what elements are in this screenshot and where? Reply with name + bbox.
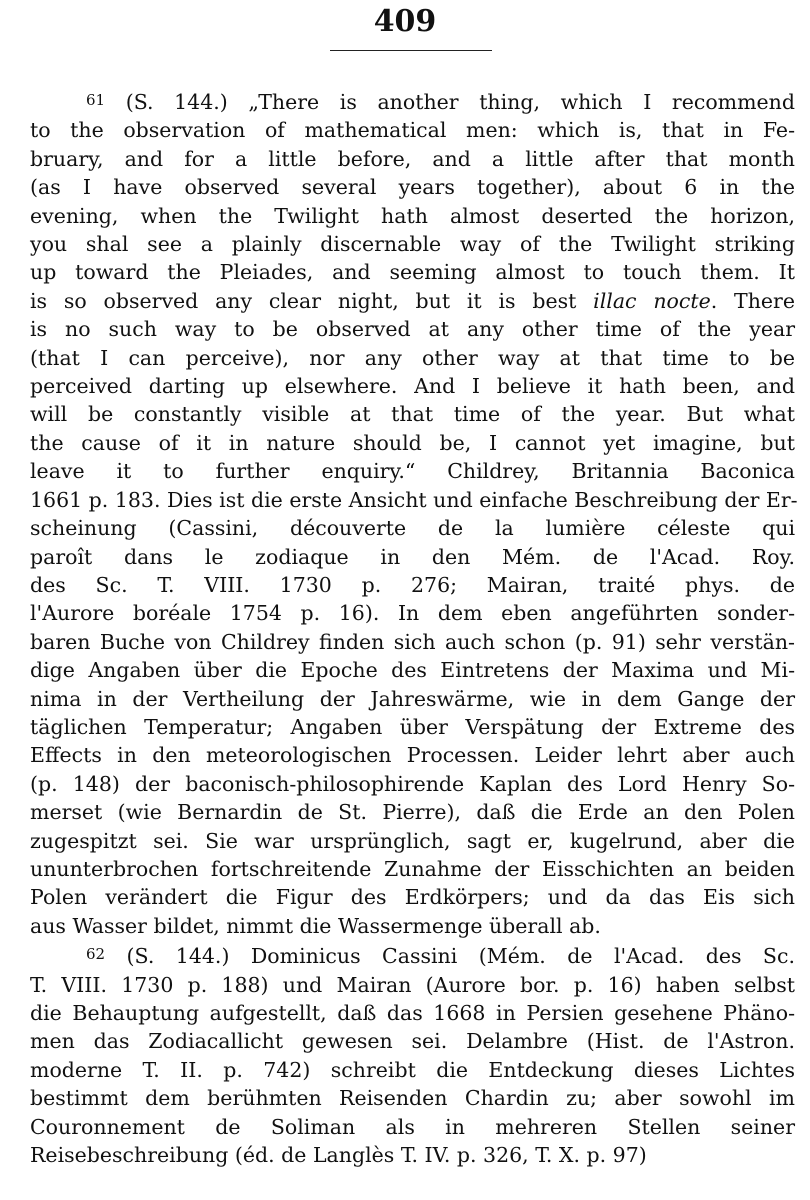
footnote-marker: 61 [86,91,106,109]
footnote-line [30,543,795,571]
footnote-text: T. VIII. 1730 p. 188) und Mairan (Aurore bor. p. 16) haben selbst [30,972,795,997]
footnote-text: nima in der Vertheilung der Jahreswärme, wie in dem Gange der [30,686,795,711]
footnote-line [30,429,795,457]
footnote-text: 1661 p. 183. Dies ist die erste Ansicht und einfache Beschreibung der Er- [30,487,798,512]
footnote-line [30,999,795,1027]
footnote-text: dige Angaben über die Epoche des Eintretens der Maxima und Mi- [30,658,795,683]
footnote-line [30,230,795,258]
footnote-line [30,883,795,911]
footnote-text: is no such way to be observed at any other time of the year [30,317,795,342]
footnote-text: men das Zodiacallicht gewesen sei. Delambre (Hist. de l'Astron. [30,1029,795,1054]
footnote-line [30,116,795,144]
footnote-text: Effects in den meteorologischen Processen. Leider lehrt aber auch [30,743,795,768]
footnote-text: ununterbrochen fortschreitende Zunahme der Eisschichten an beiden [30,856,795,881]
footnote-text: is so observed any clear night, but it is best illac nocte. There [30,288,795,313]
footnote-text: Reisebeschreibung (éd. de Langlès T. IV. p. 326, T. X. p. 97) [30,1143,647,1168]
footnote-text: (p. 148) der baconisch-philosophirende Kaplan des Lord Henry So- [30,771,795,796]
footnote-text: Polen verändert die Figur des Erdkörpers; und da das Eis sich [30,885,795,910]
footnote-text: baren Buche von Childrey finden sich auch schon (p. 91) sehr verstän- [30,629,795,654]
footnote-line [30,173,795,201]
footnote-text: bestimmt dem berühmten Reisenden Chardin zu; aber sowohl im [30,1086,795,1111]
footnote-line [30,202,795,230]
footnote-text: will be constantly visible at that time of the year. But what [30,402,795,427]
footnote-text: l'Aurore boréale 1754 p. 16). In dem eben angeführten sonder- [30,601,795,626]
footnote-text: evening, when the Twilight hath almost deserted the horizon, [30,203,795,228]
footnote-text: (S. 144.) Dominicus Cassini (Mém. de l'Acad. des Sc. [126,944,795,969]
footnote-line [30,486,798,514]
footnote-marker: 62 [86,945,106,964]
footnote-line [30,86,795,116]
footnote-line [30,713,795,741]
page-number: 409 [373,4,437,39]
footnote-text: perceived darting up elsewhere. And I believe it hath been, and [30,374,795,399]
footnote-block [30,86,798,1169]
header-rule [330,50,492,51]
footnote-text: Couronnement de Soliman als in mehreren Stellen seiner [30,1114,795,1139]
footnote-line [30,770,795,798]
footnote-line [30,287,795,315]
footnote-text: des Sc. T. VIII. 1730 p. 276; Mairan, traité phys. de [30,572,795,597]
footnote-text: (S. 144.) „There is another thing, which I recommend [125,90,795,114]
footnote-text: scheinung (Cassini, découverte de la lumière céleste qui [30,516,795,541]
footnote-line [30,628,795,656]
footnote-text: moderne T. II. p. 742) schreibt die Entdeckung dieses Lichtes [30,1057,795,1082]
footnote-line [30,855,795,883]
footnote-62 [30,940,795,1169]
footnote-text: (that I can perceive), nor any other way at that time to be [30,345,795,370]
footnote-line [30,1027,795,1055]
footnote-text: leave it to further enquiry.“ Childrey, Britannia Baconica [30,459,795,484]
footnote-text: aus Wasser bildet, nimmt die Wassermenge überall ab. [30,913,601,938]
footnote-line [30,798,795,826]
footnote-text: up toward the Pleiades, and seeming almost to touch them. It [30,260,795,285]
footnote-line [30,514,795,542]
footnote-line [30,1113,795,1141]
footnote-line [30,1056,795,1084]
footnote-line [30,258,795,286]
footnote-line [30,372,795,400]
footnote-line [30,1141,795,1169]
footnote-text: paroît dans le zodiaque in den Mém. de l'Acad. Roy. [30,544,795,569]
footnote-line [30,344,795,372]
footnote-line [30,145,795,173]
footnote-text: zugespitzt sei. Sie war ursprünglich, sagt er, kugelrund, aber die [30,828,795,853]
footnote-text: the cause of it in nature should be, I cannot yet imagine, but [30,430,795,455]
footnote-text: die Behauptung aufgestellt, daß das 1668 in Persien gesehene Phäno- [30,1001,795,1025]
footnote-text: bruary, and for a little before, and a little after that month [30,146,795,171]
footnote-line [30,912,795,940]
footnote-line [30,599,795,627]
footnote-line [30,940,795,970]
footnote-line [30,1084,795,1112]
footnote-line [30,400,795,428]
footnote-text: merset (wie Bernardin de St. Pierre), daß die Erde an den Polen [30,800,795,825]
footnote-61 [30,86,798,940]
footnote-line [30,457,795,485]
footnote-text: täglichen Temperatur; Angaben über Verspätung der Extreme des [30,714,795,739]
footnote-text: you shal see a plainly discernable way of the Twilight striking [30,232,795,257]
footnote-line [30,571,795,599]
footnote-text: to the observation of mathematical men: which is, that in Fe- [30,118,795,143]
footnote-line [30,827,795,855]
footnote-line [30,685,795,713]
footnote-line [30,315,795,343]
footnote-text: (as I have observed several years together), about 6 in the [30,175,795,200]
footnote-line [30,656,795,684]
footnote-line [30,741,795,769]
footnote-line [30,971,795,999]
